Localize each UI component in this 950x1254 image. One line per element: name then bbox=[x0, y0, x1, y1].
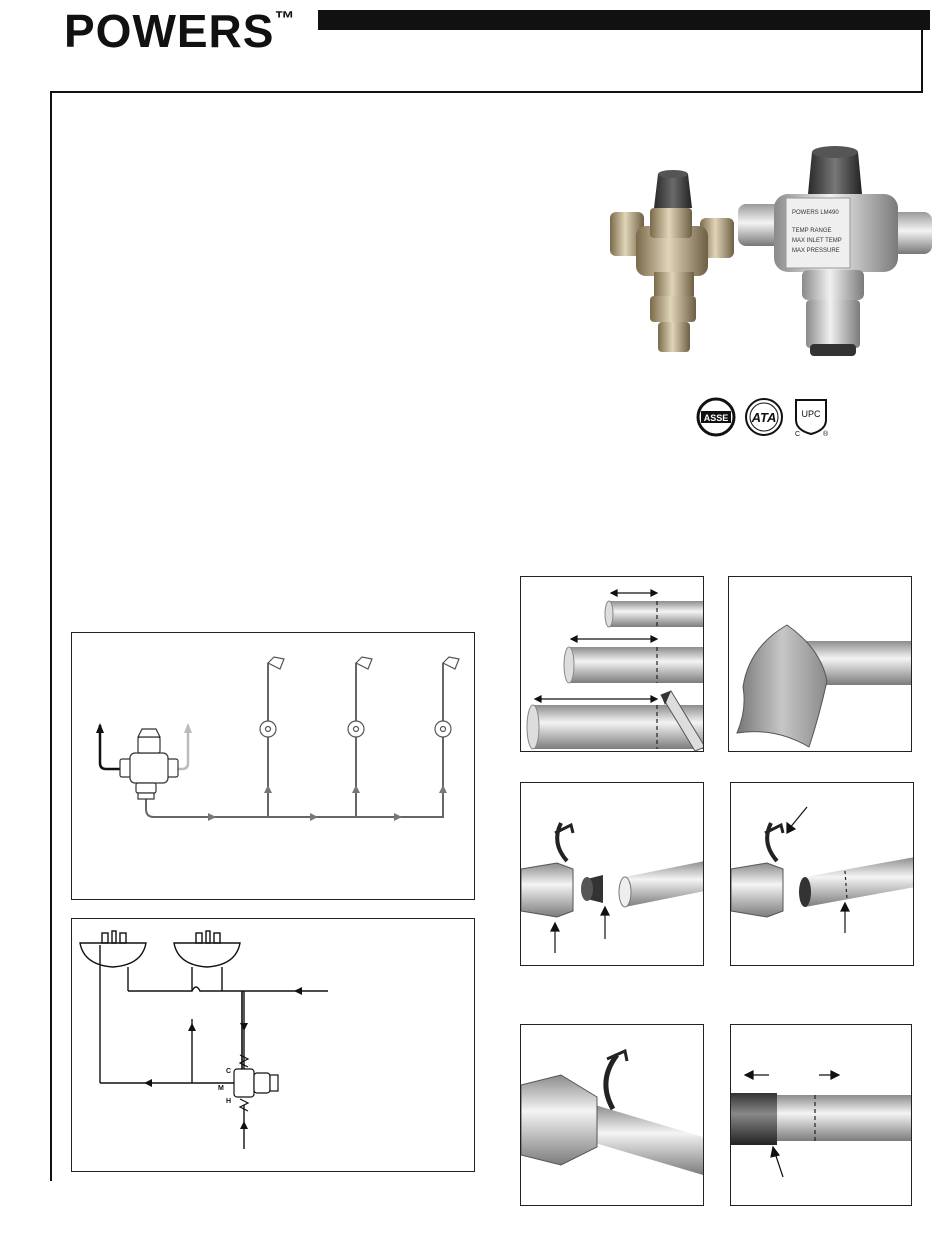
ata-logo bbox=[746, 399, 782, 435]
trademark: ™ bbox=[274, 8, 296, 30]
upc-r-text: ® bbox=[823, 431, 829, 438]
ata-text: ATA bbox=[751, 410, 777, 425]
photo-label-line-1: POWERS LM490 bbox=[792, 210, 839, 216]
header-rule bbox=[50, 91, 923, 93]
label-hot: H bbox=[226, 1098, 232, 1105]
upc-logo bbox=[795, 400, 829, 438]
valve-photo-large bbox=[736, 132, 936, 360]
label-mixed: M bbox=[218, 1085, 224, 1092]
step-insert-marked-tube bbox=[730, 782, 914, 966]
photo-label-line-2: TEMP RANGE bbox=[792, 228, 832, 234]
upc-text: UPC bbox=[801, 409, 821, 419]
step-measure-mark-tube bbox=[520, 576, 704, 752]
step-fitting-parts bbox=[520, 782, 704, 966]
shower-piping-diagram bbox=[71, 632, 475, 900]
header-bar bbox=[318, 10, 930, 30]
valve-photo-small bbox=[608, 168, 736, 358]
header-rule-right bbox=[921, 30, 923, 92]
step-push-tube-into-fitting bbox=[520, 1024, 704, 1206]
upc-c-text: C bbox=[795, 431, 801, 438]
certification-logos bbox=[696, 396, 838, 438]
asse-logo bbox=[698, 399, 734, 435]
asse-text: ASSE bbox=[703, 413, 729, 423]
step-deburr-tube bbox=[728, 576, 912, 752]
lavatory-piping-diagram bbox=[71, 918, 475, 1172]
brand-name: POWERS bbox=[64, 5, 275, 57]
label-cold: C bbox=[226, 1068, 232, 1075]
photo-label-line-4: MAX PRESSURE bbox=[792, 248, 840, 254]
brand-logo bbox=[64, 6, 295, 56]
photo-label-line-3: MAX INLET TEMP bbox=[792, 238, 842, 244]
step-verify-insertion bbox=[730, 1024, 912, 1206]
page-rule-left bbox=[50, 91, 52, 1181]
